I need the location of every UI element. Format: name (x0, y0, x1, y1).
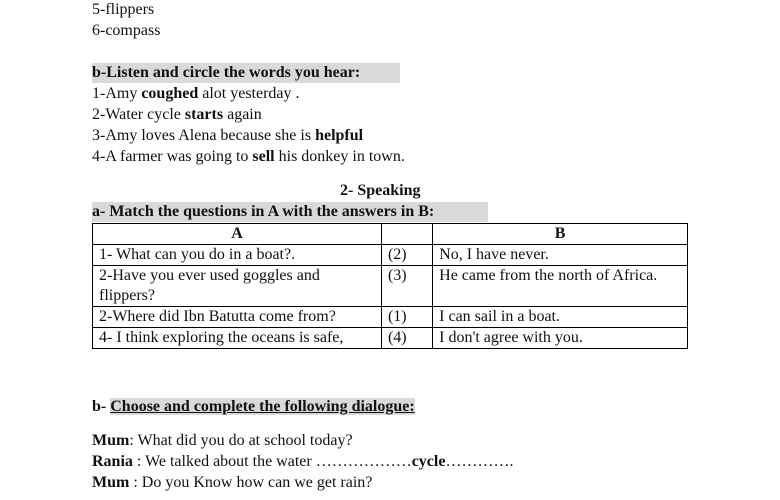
sentence-text: Water cycle (105, 106, 185, 123)
column-header-a: A (93, 224, 382, 245)
column-header-b: B (433, 224, 688, 245)
sentence-number: 1- (92, 85, 106, 102)
speaker-name: Rania (92, 453, 133, 470)
sentence-number: 2- (92, 106, 106, 123)
question-cell: 2-Have you ever used goggles and flippers? (93, 266, 382, 307)
dialogue-text: What did you do at school today? (137, 432, 353, 449)
matching-table (92, 223, 688, 349)
speaking-title: 2- Speaking (340, 182, 421, 199)
target-word: helpful (315, 127, 364, 144)
listening-sentence (92, 84, 300, 104)
speaker-name: Mum (92, 474, 130, 491)
sentence-text: his donkey in town. (274, 148, 405, 165)
dialogue-text: Do you Know how can we get rain? (141, 474, 373, 491)
target-word: starts (184, 106, 224, 123)
dialogue-heading (92, 397, 415, 417)
speaker-separator: : (132, 453, 146, 470)
sentence-text: A farmer was going to (105, 148, 253, 165)
question-cell: 2-Where did Ibn Batutta come from? (93, 307, 382, 328)
table-row (93, 266, 688, 307)
dialogue-heading-prefix: b- (92, 398, 111, 415)
answer-cell: I can sail in a boat. (433, 307, 688, 328)
target-word: sell (252, 148, 275, 165)
filled-answer: cycle (411, 453, 446, 470)
listening-sentence (92, 105, 262, 125)
speaker-separator: : (129, 432, 138, 449)
table-row (93, 328, 688, 349)
answer-cell: He came from the north of Africa. (433, 266, 688, 307)
sentence-text: again (223, 106, 262, 123)
dialogue-line (92, 431, 353, 451)
match-number-cell: (2) (381, 245, 432, 266)
dialogue-line (92, 473, 372, 493)
vocab-item: 5-flippers (92, 1, 155, 18)
dialogue-text: We talked about the water ……………… (145, 453, 412, 470)
speaker-separator: : (129, 474, 142, 491)
listening-sentence (92, 147, 405, 167)
match-number-cell: (1) (381, 307, 432, 328)
answer-cell: I don't agree with you. (433, 328, 688, 349)
dialogue-heading-text: Choose and complete the following dialogue: (110, 398, 415, 415)
sentence-number: 3- (92, 127, 106, 144)
match-number-cell: (3) (381, 266, 432, 307)
blank-dots: …………. (445, 453, 514, 470)
vocab-item: 6-compass (92, 22, 161, 39)
question-cell: 4- I think exploring the oceans is safe, (93, 328, 382, 349)
column-header-number (381, 224, 432, 245)
table-row (93, 307, 688, 328)
matching-heading: a- Match the questions in A with the answers in B: (92, 202, 488, 222)
match-number-cell: (4) (381, 328, 432, 349)
sentence-text: Amy loves Alena because she is (105, 127, 316, 144)
sentence-text: Amy (105, 85, 142, 102)
dialogue-line (92, 452, 513, 472)
listening-heading: b-Listen and circle the words you hear: (92, 63, 400, 83)
question-cell: 1- What can you do in a boat?. (93, 245, 382, 266)
target-word: coughed (141, 85, 199, 102)
table-row (93, 245, 688, 266)
speaker-name: Mum (92, 432, 130, 449)
sentence-text: alot yesterday . (198, 85, 300, 102)
table-header-row (93, 224, 688, 245)
sentence-number: 4- (92, 148, 106, 165)
answer-cell: No, I have never. (433, 245, 688, 266)
listening-sentence (92, 126, 363, 146)
